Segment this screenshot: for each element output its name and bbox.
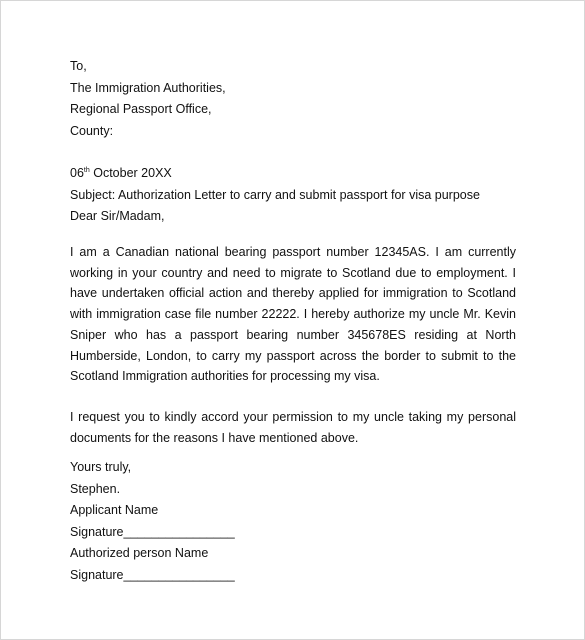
letter-subject: Subject: Authorization Letter to carry and submit passport for visa purpose [70, 188, 480, 202]
date-month-year: October 20XX [89, 166, 172, 180]
date-day: 06 [70, 166, 84, 180]
letter-date [70, 165, 172, 181]
recipient-county: County: [70, 124, 114, 138]
recipient-authority: The Immigration Authorities, [70, 81, 226, 95]
body-paragraph-2: I request you to kindly accord your permission to my uncle taking my personal documents for the reasons I have mentioned above. [70, 410, 516, 445]
recipient-to: To, [70, 59, 87, 73]
closing-authorized-person-label: Authorized person Name [70, 546, 209, 560]
closing-sender-name: Stephen. [70, 482, 121, 496]
closing-signature-line-1: Signature________________ [70, 525, 235, 539]
letter-salutation: Dear Sir/Madam, [70, 209, 165, 223]
closing-applicant-name-label: Applicant Name [70, 503, 159, 517]
body-paragraph-1: I am a Canadian national bearing passport number 12345AS. I am currently working in your country and need to migrate to Scotland due to employment. I have undertaken official action and thereby applied for immigration to Scotland with immigration case file number 22222. I hereby authorize my uncle Mr. Kevin Sniper who has a passport bearing number 345678ES residing at North Humberside, London, to carry my passport across the border to submit to the Scotland Immigration authorities for processing my visa. [70, 245, 516, 384]
closing-yours-truly: Yours truly, [70, 460, 132, 474]
recipient-office: Regional Passport Office, [70, 102, 212, 116]
date-suffix: th [83, 167, 90, 174]
closing-signature-line-2: Signature________________ [70, 568, 235, 582]
